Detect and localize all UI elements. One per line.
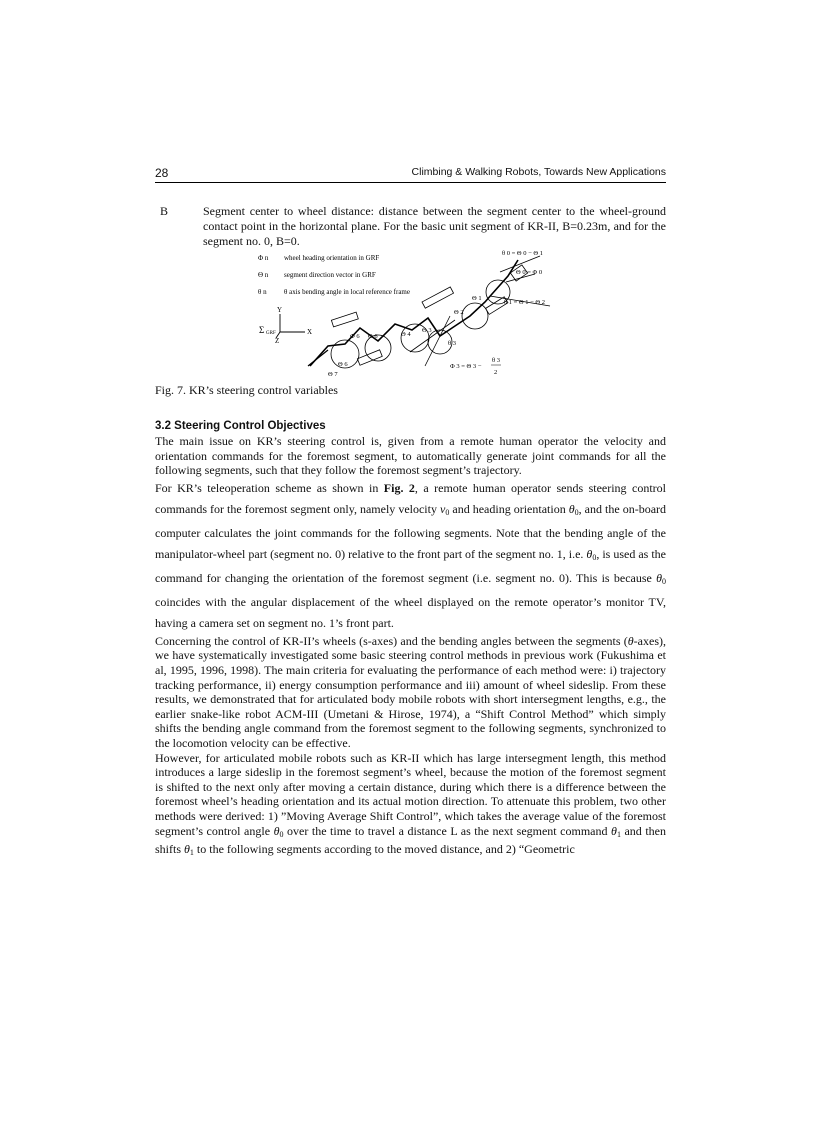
figure-legend — [258, 254, 410, 296]
eq-theta1: θ 1 = Θ 1 − Θ 2 — [504, 299, 545, 306]
label-Theta6: Θ 6 — [368, 333, 378, 340]
figure-caption: Fig. 7. KR’s steering control variables — [155, 383, 338, 397]
eq-phi3-den: 2 — [494, 369, 498, 376]
axis-frame-sub: GRF — [266, 331, 276, 336]
paragraph-1: The main issue on KR’s steering control is, given from a remote human operator the velocity and orientation commands for the foremost segment, to automatically generate joint commands for all the following segments, such that they follow the foremost segment’s trajectory. — [155, 434, 666, 478]
page-number: 28 — [155, 166, 169, 180]
legend-text-theta: θ axis bending angle in local reference frame — [284, 288, 410, 296]
section-title: 3.2 Steering Control Objectives — [155, 420, 326, 432]
grf-axes — [276, 314, 305, 338]
label-Theta2: Θ 2 — [454, 309, 464, 316]
running-title: Climbing & Walking Robots, Towards New Applications — [411, 166, 666, 178]
eq-phi3: Φ 3 = Θ 3 − — [450, 363, 482, 370]
steering-figure — [250, 246, 570, 384]
eq-Theta0: Θ 0 = Φ 0 — [516, 269, 543, 276]
label-Phi6: Φ 6 — [350, 333, 360, 340]
label-Theta1: Θ 1 — [472, 295, 482, 302]
axis-z-label: Z — [275, 337, 280, 345]
axis-x-label: X — [307, 328, 313, 336]
header-rule — [155, 182, 666, 183]
paragraph-3: Concerning the control of KR-II’s wheels (s-axes) and the bending angles between the segments (θ-axes), we have systematically investigated some basic steering control methods in previous work (Fukushima et al, 1995, 1996, 1998). The main criteria for evaluating the performance of each method were: i) trajectory tracking performance, ii) energy consumption performance and iii) amount of wheel sideslip. From these results, we demonstrated that for articulated body mobile robots with short intersegment lengths, e.g., the earlier snake-like robot ACM-III (Umetani & Hirose, 1974), a “Shift Control Method” which simply shifts the bending angle command from the foremost segment to the following segments, synchronized to the locomotion velocity can be effective. — [155, 633, 666, 750]
definition-text: Segment center to wheel distance: distance between the segment center to the wheel-ground contact point in the horizontal plane. For the basic unit segment of KR-II, B=0.23m, and for the segment no. 0, B=0. — [203, 204, 666, 248]
legend-text-phi: wheel heading orientation in GRF — [284, 254, 380, 262]
axis-frame-label: Σ — [259, 325, 265, 335]
eq-theta0: θ 0 = Θ 0 − Θ 1 — [502, 250, 543, 257]
legend-symbol-Theta: Θ n — [258, 271, 269, 279]
legend-symbol-phi: Φ n — [258, 254, 269, 262]
label-Theta7: Θ 7 — [328, 371, 338, 378]
eq-phi3-num: θ 3 — [492, 357, 500, 364]
axis-y-label: Y — [277, 306, 283, 314]
legend-symbol-theta: θ n — [258, 288, 267, 296]
body-text — [155, 434, 666, 861]
label-Theta3: Θ 3 — [422, 327, 432, 334]
label-theta3: θ 3 — [448, 340, 456, 347]
label-Theta4: Θ 4 — [401, 331, 411, 338]
definition-term: B — [160, 204, 169, 218]
paragraph-4: However, for articulated mobile robots such as KR-II which has large intersegment length, this method introduces a large sideslip in the foremost segment’s wheel, because the motion of the foremost segment is shifted to the next only after moving a certain distance, during which there is a difference between the foremost wheel’s heading orientation and its actual motion direction. To attenuate this problem, two other methods were derived: 1) ”Moving Average Shift Control”, which takes the average value of the foremost segment’s control angle $\theta_0$ over the time to travel a distance L as the next segment command $\theta_1$ and then shifts $\theta_1$ to the following segments according to the moved distance, and 2) “Geometric — [155, 750, 666, 858]
paragraph-2: For KR’s teleoperation scheme as shown in Fig. 2, a remote human operator sends steering control commands for the foremost segment only, namely velocity $v_0$ and heading orientation $\theta_0$, and the on-board computer calculates the joint commands for the following segments. Note that the bending angle of the manipulator-wheel part (segment no. 0) relative to the front part of the segment no. 1, i.e. $\theta_0$, is used as the command for changing the orientation of the foremost segment (i.e. segment no. 0). This is because $\theta_0$ coincides with the angular displacement of the wheel displayed on the remote operator’s monitor TV, having a camera set on segment no. 1’s front part. — [155, 480, 667, 630]
page-header — [155, 164, 666, 182]
legend-text-Theta: segment direction vector in GRF — [284, 271, 376, 279]
label-Theta6b: Θ 6 — [338, 361, 348, 368]
